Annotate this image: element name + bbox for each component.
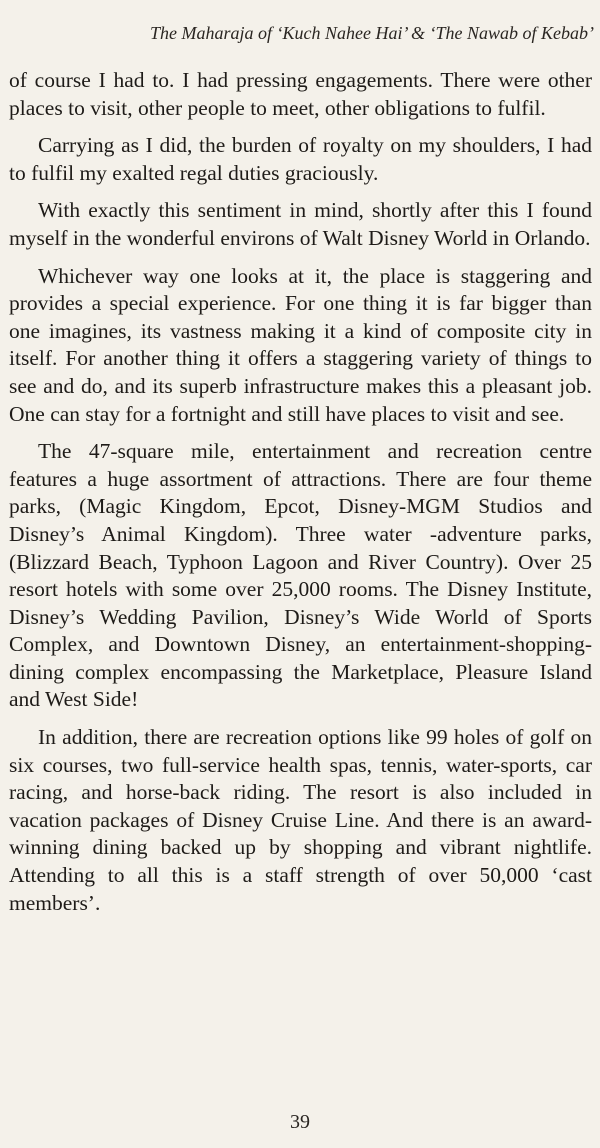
body-text <box>9 67 592 927</box>
page-number: 39 <box>290 1111 310 1133</box>
paragraph: Whichever way one looks at it, the place is staggering and provides a special experience. For one thing it is far bigger than one imagines, its vastness making it a kind of composite city in itself. For another thing it offers a staggering variety of things to see and do, and its superb infrastructure makes this a pleasant job. One can stay for a fortnight and still have places to visit and see. <box>9 263 592 426</box>
paragraph: In addition, there are recreation options like 99 holes of golf on six courses, two full-service health spas, tennis, water-sports, car racing, and horse-back riding. The resort is also included in vacation packages of Disney Cruise Line. And there is an award-winning dining backed up by shopping and vibrant nightlife. Attending to all this is a staff strength of over 50,000 ‘cast members’. <box>9 725 592 915</box>
paragraph: Carrying as I did, the burden of royalty on my shoulders, I had to fulfil my exalted regal duties graciously. <box>9 133 592 185</box>
paragraph: With exactly this sentiment in mind, shortly after this I found myself in the wonderful environs of Walt Disney World in Orlando. <box>9 198 592 250</box>
paragraph: The 47-square mile, entertainment and recreation centre features a huge assortment of attractions. There are four theme parks, (Magic Kingdom, Epcot, Disney-MGM Studios and Disney’s Animal Kingdom). Three water -adventure parks, (Blizzard Beach, Typhoon Lagoon and River Country). Over 25 resort hotels with some over 25,000 rooms. The Disney Institute, Disney’s Wedding Pavilion, Disney’s Wide World of Sports Complex, and Downtown Disney, an entertainment-shopping-dining complex encompassing the Marketplace, Pleasure Island and West Side! <box>9 439 592 712</box>
paragraph-continuation: of course I had to. I had pressing engagements. There were other places to visit, other people to meet, other obligations to fulfil. <box>9 68 592 120</box>
running-head: The Maharaja of ‘Kuch Nahee Hai’ & ‘The Nawab of Kebab’ <box>150 23 594 43</box>
